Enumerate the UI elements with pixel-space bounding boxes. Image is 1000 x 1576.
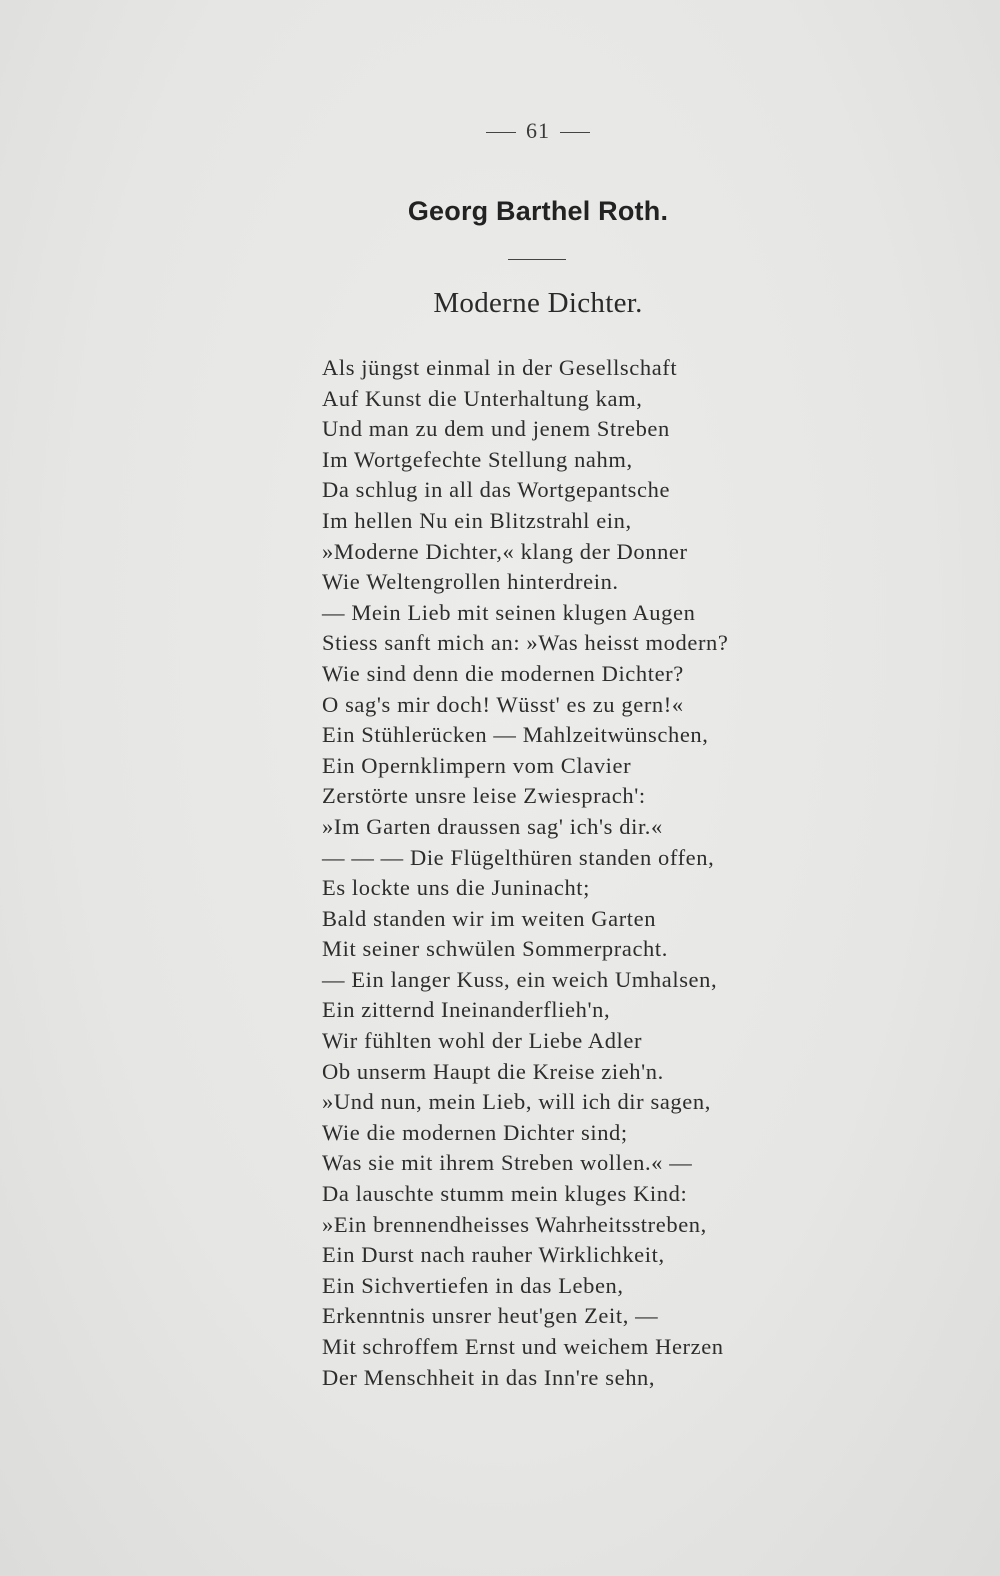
poem-line: Ein Stühlerücken — Mahlzeitwünschen, (322, 722, 709, 748)
poem-line: — — — Die Flügelthüren standen offen, (322, 844, 715, 870)
poem-line: Stiess sanft mich an: »Was heisst modern? (322, 630, 729, 656)
poem-line: Im Wortgefechte Stellung nahm, (322, 446, 633, 472)
page-number-text: 61 (526, 118, 550, 143)
poem-line: Was sie mit ihrem Streben wollen.« — (322, 1150, 693, 1176)
poem-line: »Ein brennendheisses Wahrheitsstreben, (322, 1211, 707, 1237)
poem-line: Im hellen Nu ein Blitzstrahl ein, (322, 507, 632, 533)
poem-line: Ein zitternd Ineinanderflieh'n, (322, 997, 611, 1023)
left-ornament-dash (486, 132, 516, 133)
poem-line: Zerstörte unsre leise Zwiesprach': (322, 783, 646, 809)
poem-line: Und man zu dem und jenem Streben (322, 416, 670, 442)
poem-line: Ein Durst nach rauher Wirklichkeit, (322, 1242, 665, 1268)
poem-line: Da lauschte stumm mein kluges Kind: (322, 1181, 688, 1207)
poem-line: Erkenntnis unsrer heut'gen Zeit, — (322, 1303, 659, 1329)
poem-line: Als jüngst einmal in der Gesellschaft (322, 355, 678, 380)
poem-line: — Mein Lieb mit seinen klugen Augen (322, 599, 696, 625)
poem-line: Mit schroffem Ernst und weichem Herzen (322, 1334, 724, 1359)
poem-line: Ob unserm Haupt die Kreise zieh'n. (322, 1058, 664, 1084)
author-heading: Georg Barthel Roth. (407, 196, 669, 226)
poem-line: »Im Garten draussen sag' ich's dir.« (322, 813, 663, 839)
poem-line: — Ein langer Kuss, ein weich Umhalsen, (322, 966, 718, 992)
poem-line: Es lockte uns die Juninacht; (322, 875, 591, 901)
poem-title: Moderne Dichter. (433, 287, 643, 319)
poem-line: Auf Kunst die Unterhaltung kam, (322, 385, 643, 411)
poem-line: Bald standen wir im weiten Garten (322, 905, 657, 931)
right-ornament-dash (560, 132, 590, 133)
poem-body (322, 353, 882, 1393)
poem-line: Der Menschheit in das Inn're sehn, (322, 1364, 656, 1390)
poem-line: Wie die modernen Dichter sind; (322, 1119, 628, 1145)
poem-line: O sag's mir doch! Wüsst' es zu gern!« (322, 691, 684, 717)
poem-line: »Und nun, mein Lieb, will ich dir sagen, (322, 1089, 711, 1115)
page-number (0, 118, 1000, 144)
poem-line: Ein Opernklimpern vom Clavier (322, 752, 632, 778)
poem-line: »Moderne Dichter,« klang der Donner (322, 538, 688, 564)
poem-line: Da schlug in all das Wortgepantsche (322, 477, 671, 503)
poem-line: Mit seiner schwülen Sommerpracht. (322, 936, 668, 962)
poem-line: Ein Sichvertiefen in das Leben, (322, 1272, 624, 1298)
section-divider (508, 259, 566, 260)
poem-line: Wie sind denn die modernen Dichter? (322, 660, 684, 686)
poem-line: Wir fühlten wohl der Liebe Adler (322, 1028, 643, 1054)
poem-line: Wie Weltengrollen hinterdrein. (322, 569, 619, 595)
